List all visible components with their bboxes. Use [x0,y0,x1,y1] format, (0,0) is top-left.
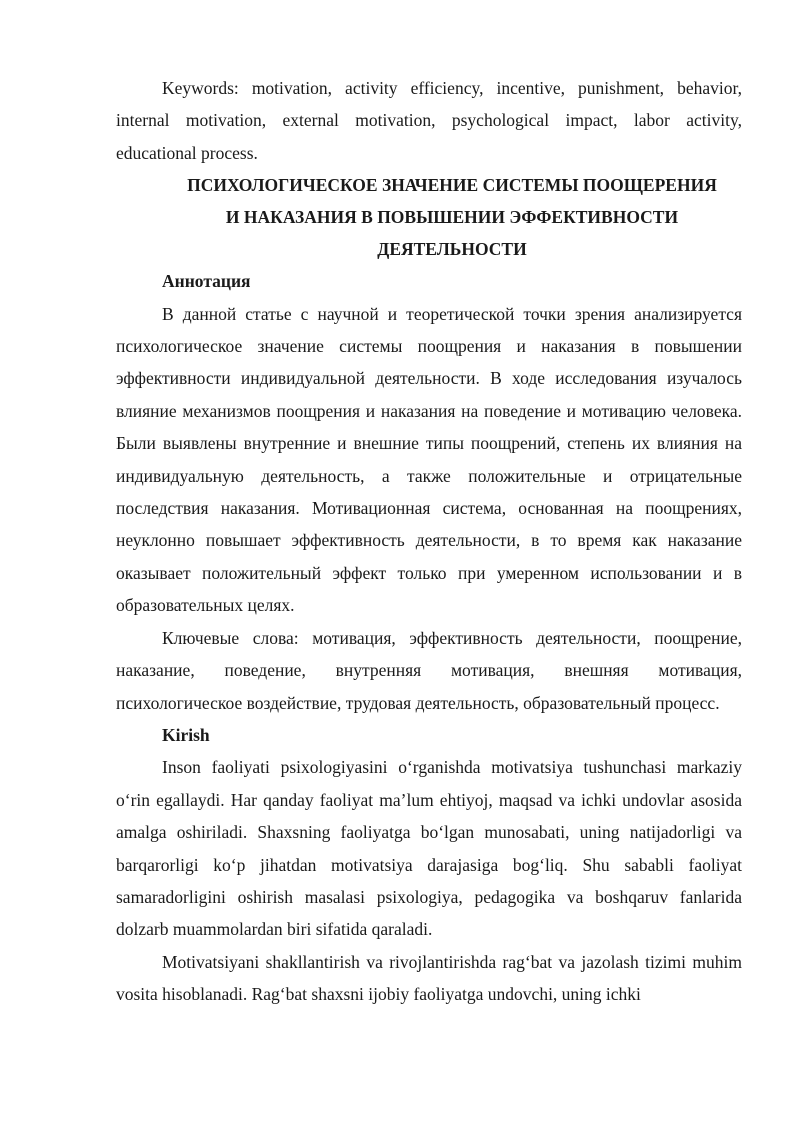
intro-paragraph-2: Motivatsiyani shakllantirish va rivojlantirishda rag‘bat va jazolash tizimi muhim vosita hisoblanadi. Rag‘bat shaxsni ijobiy faoliyatga undovchi, uning ichki [116,951,742,1005]
annotation-text: В данной статье с научной и теоретической точки зрения анализируется психологическое значение системы поощрения и наказания в повышении эффективности индивидуальной деятельности. В ходе исследования изучалось влияние механизмов поощрения и наказания на поведение и мотивацию человека. Были выявлены внутренние и внешние типы поощрений, степень их влияния на индивидуальную деятельность, а также положительные и отрицательные последствия наказания. Мотивационная система, основанная на поощрениях, неуклонно повышает эффективность деятельности, в то время как наказание оказывает положительный эффект только при умеренном использовании и в образовательных целях. [116,303,742,616]
title-line-1: ПСИХОЛОГИЧЕСКОЕ ЗНАЧЕНИЕ СИСТЕМЫ ПООЩЕРЕНИЯ [187,175,717,196]
article-title [116,169,742,265]
title-line-3: ДЕЯТЕЛЬНОСТИ [377,239,527,260]
title-line-2: И НАКАЗАНИЯ В ПОВЫШЕНИИ ЭФФЕКТИВНОСТИ [225,207,679,228]
keywords-english: Keywords: motivation, activity efficiency, incentive, punishment, behavior, internal motivation, external motivation, psychological impact, labor activity, educational process. [116,78,742,163]
keywords-russian: Ключевые слова: мотивация, эффективность деятельности, поощрение, наказание, поведение, внутренняя мотивация, внешняя мотивация, психологическое воздействие, трудовая деятельность, образовательный процесс. [116,627,742,713]
document-page [116,72,742,1011]
intro-heading: Kirish [162,724,210,745]
intro-paragraph-1: Inson faoliyati psixologiyasini o‘rganishda motivatsiya tushunchasi markaziy o‘rin egallaydi. Har qanday faoliyat ma’lum ehtiyoj, maqsad va ichki undovlar asosida amalga oshiriladi. Shaxsning faoliyatga bo‘lgan munosabati, uning natijadorligi va barqarorligi ko‘p jihatdan motivatsiya darajasiga bog‘liq. Shu sababli faoliyat samaradorligini oshirish masalasi psixologiya, pedagogika va boshqaruv fanlarida dolzarb muammolardan biri sifatida qaraladi. [116,757,742,940]
annotation-heading: Аннотация [162,271,251,292]
